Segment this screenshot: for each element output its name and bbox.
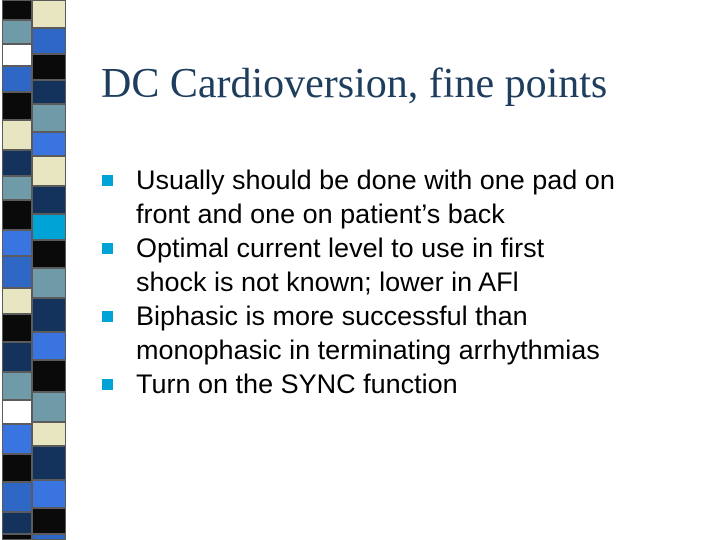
mosaic-tile	[32, 480, 66, 508]
mosaic-tile	[32, 392, 66, 422]
decorative-tile-strip	[0, 0, 68, 540]
mosaic-tile	[32, 268, 66, 298]
mosaic-tile	[32, 446, 66, 480]
mosaic-tile	[2, 342, 32, 372]
mosaic-tile	[2, 288, 32, 314]
mosaic-tile	[32, 214, 66, 240]
mosaic-tile	[2, 176, 32, 200]
mosaic-tile	[32, 360, 66, 392]
slide-title: DC Cardioversion, fine points	[101, 61, 608, 107]
bullet-line: Biphasic is more successful than	[136, 301, 528, 331]
square-bullet-icon	[102, 379, 113, 390]
mosaic-tile	[32, 422, 66, 446]
square-bullet-icon	[102, 175, 113, 186]
bullet-list	[100, 163, 710, 401]
bullet-item	[100, 231, 710, 299]
mosaic-tile	[32, 332, 66, 360]
mosaic-tile	[2, 314, 32, 342]
mosaic-tile	[32, 54, 66, 80]
mosaic-tile	[2, 512, 32, 534]
bullet-line: Turn on the SYNC function	[136, 369, 458, 399]
bullet-item	[100, 299, 710, 367]
mosaic-tile	[32, 534, 66, 540]
bullet-item	[100, 163, 710, 231]
bullet-line: shock is not known; lower in AFl	[136, 267, 519, 297]
mosaic-tile	[32, 0, 66, 28]
mosaic-tile	[32, 298, 66, 332]
square-bullet-icon	[102, 243, 113, 254]
mosaic-tile	[32, 104, 66, 132]
mosaic-tile	[2, 230, 32, 256]
mosaic-tile	[2, 44, 32, 66]
mosaic-tile	[2, 454, 32, 482]
bullet-line: Usually should be done with one pad on	[136, 165, 615, 195]
square-bullet-icon	[102, 311, 113, 322]
mosaic-tile	[2, 400, 32, 424]
bullet-line: monophasic in terminating arrhythmias	[136, 335, 600, 365]
mosaic-tile	[32, 508, 66, 534]
mosaic-tile	[2, 92, 32, 120]
mosaic-tile	[32, 156, 66, 186]
mosaic-tile	[2, 150, 32, 176]
mosaic-tile	[32, 132, 66, 156]
mosaic-tile	[2, 372, 32, 400]
mosaic-tile	[2, 482, 32, 512]
mosaic-tile	[2, 200, 32, 230]
mosaic-tile	[32, 240, 66, 268]
mosaic-tile	[32, 80, 66, 104]
mosaic-tile	[2, 66, 32, 92]
mosaic-tile	[2, 120, 32, 150]
mosaic-tile	[2, 256, 32, 288]
mosaic-tile	[2, 0, 32, 20]
mosaic-tile	[32, 28, 66, 54]
mosaic-tile	[2, 20, 32, 44]
mosaic-tile	[2, 424, 32, 454]
bullet-item	[100, 367, 710, 401]
mosaic-tile	[2, 534, 32, 540]
mosaic-tile	[32, 186, 66, 214]
bullet-line: front and one on patient’s back	[136, 199, 505, 229]
bullet-line: Optimal current level to use in first	[136, 233, 545, 263]
